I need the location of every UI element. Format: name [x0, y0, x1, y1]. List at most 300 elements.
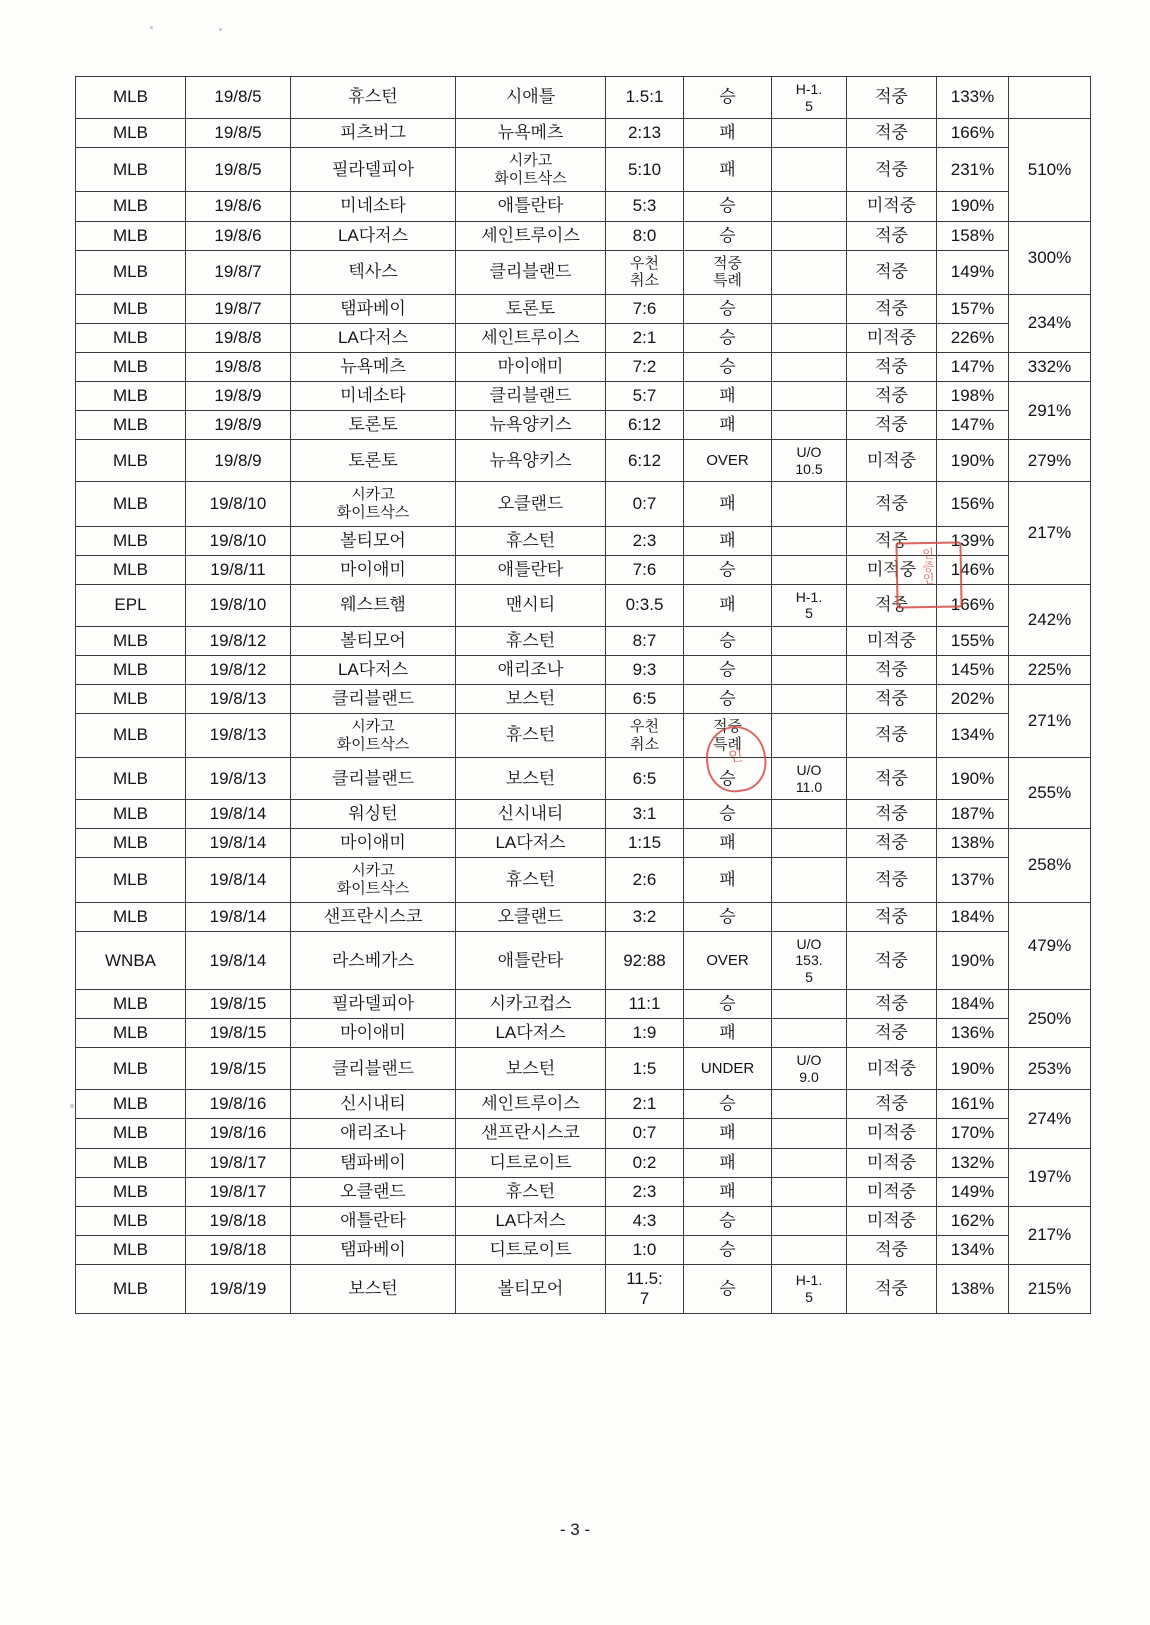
cell-date: 19/8/14: [186, 902, 291, 931]
cell-away-team: 볼티모어: [456, 1264, 606, 1313]
table-row: [76, 77, 1091, 119]
cell-total-rate: [1009, 77, 1091, 119]
cell-date: 19/8/11: [186, 555, 291, 584]
cell-away-team: 세인트루이스: [456, 1090, 606, 1119]
cell-hit-status: 적중: [847, 250, 937, 294]
cell-hit-status: 적중: [847, 858, 937, 902]
cell-away-team: LA다저스: [456, 1019, 606, 1048]
cell-handicap: [772, 526, 847, 555]
cell-date: 19/8/9: [186, 440, 291, 482]
cell-score: 11.5: 7: [606, 1264, 684, 1313]
cell-handicap: [772, 411, 847, 440]
cell-rate: 138%: [937, 1264, 1009, 1313]
cell-rate: 231%: [937, 148, 1009, 192]
cell-rate: 134%: [937, 713, 1009, 757]
cell-hit-status: 적중: [847, 353, 937, 382]
cell-result: 승: [684, 1206, 772, 1235]
cell-hit-status: 적중: [847, 1019, 937, 1048]
cell-rate: 139%: [937, 526, 1009, 555]
cell-date: 19/8/10: [186, 526, 291, 555]
cell-score: 2:13: [606, 119, 684, 148]
cell-handicap: H-1. 5: [772, 77, 847, 119]
cell-away-team: LA다저스: [456, 1206, 606, 1235]
cell-away-team: 오클랜드: [456, 482, 606, 526]
cell-hit-status: 적중: [847, 1235, 937, 1264]
cell-score: 9:3: [606, 655, 684, 684]
scan-speck: [219, 28, 222, 31]
cell-rate: 226%: [937, 323, 1009, 352]
table-row: [76, 323, 1091, 352]
table-row: [76, 1019, 1091, 1048]
cell-total-rate: 479%: [1009, 902, 1091, 990]
cell-result: 패: [684, 829, 772, 858]
cell-hit-status: 미적중: [847, 1206, 937, 1235]
cell-result: 패: [684, 526, 772, 555]
cell-rate: 147%: [937, 411, 1009, 440]
cell-date: 19/8/18: [186, 1206, 291, 1235]
cell-home-team: 마이애미: [291, 1019, 456, 1048]
scan-speck: [150, 26, 153, 29]
table-row: [76, 119, 1091, 148]
cell-total-rate: 255%: [1009, 758, 1091, 829]
cell-league: EPL: [76, 584, 186, 626]
cell-handicap: [772, 713, 847, 757]
cell-result: 승: [684, 758, 772, 800]
cell-home-team: 볼티모어: [291, 626, 456, 655]
cell-hit-status: 적중: [847, 902, 937, 931]
cell-home-team: 탬파베이: [291, 1235, 456, 1264]
cell-result: UNDER: [684, 1048, 772, 1090]
table-row: [76, 1206, 1091, 1235]
cell-result: 승: [684, 800, 772, 829]
table-row: [76, 192, 1091, 221]
cell-total-rate: 234%: [1009, 294, 1091, 352]
cell-hit-status: 적중: [847, 411, 937, 440]
cell-home-team: 뉴욕메츠: [291, 353, 456, 382]
cell-away-team: 클리블랜드: [456, 382, 606, 411]
cell-away-team: 애리조나: [456, 655, 606, 684]
cell-rate: 132%: [937, 1148, 1009, 1177]
cell-hit-status: 적중: [847, 1090, 937, 1119]
cell-away-team: 보스턴: [456, 684, 606, 713]
cell-hit-status: 미적중: [847, 626, 937, 655]
cell-hit-status: 적중: [847, 655, 937, 684]
cell-handicap: [772, 858, 847, 902]
cell-score: 7:6: [606, 294, 684, 323]
cell-date: 19/8/14: [186, 931, 291, 990]
cell-score: 0:2: [606, 1148, 684, 1177]
table-row: [76, 1119, 1091, 1148]
cell-away-team: 애틀란타: [456, 931, 606, 990]
cell-handicap: [772, 555, 847, 584]
cell-home-team: 필라델피아: [291, 148, 456, 192]
cell-result: 패: [684, 148, 772, 192]
cell-league: MLB: [76, 119, 186, 148]
table-row: [76, 221, 1091, 250]
cell-home-team: LA다저스: [291, 221, 456, 250]
cell-result: OVER: [684, 931, 772, 990]
cell-handicap: [772, 829, 847, 858]
cell-hit-status: 적중: [847, 931, 937, 990]
cell-total-rate: 510%: [1009, 119, 1091, 221]
cell-score: 5:7: [606, 382, 684, 411]
cell-away-team: 보스턴: [456, 1048, 606, 1090]
cell-handicap: [772, 382, 847, 411]
cell-hit-status: 미적중: [847, 440, 937, 482]
table-row: [76, 655, 1091, 684]
table-row: [76, 440, 1091, 482]
cell-away-team: 휴스턴: [456, 526, 606, 555]
table-row: [76, 1177, 1091, 1206]
cell-score: 우천 취소: [606, 250, 684, 294]
cell-rate: 198%: [937, 382, 1009, 411]
cell-score: 0:7: [606, 482, 684, 526]
cell-rate: 184%: [937, 902, 1009, 931]
cell-date: 19/8/15: [186, 990, 291, 1019]
cell-handicap: [772, 294, 847, 323]
cell-rate: 190%: [937, 192, 1009, 221]
cell-home-team: 필라델피아: [291, 990, 456, 1019]
cell-away-team: 애틀란타: [456, 555, 606, 584]
cell-league: MLB: [76, 323, 186, 352]
cell-league: MLB: [76, 1177, 186, 1206]
cell-rate: 170%: [937, 1119, 1009, 1148]
table-row: [76, 990, 1091, 1019]
cell-result: 패: [684, 1019, 772, 1048]
cell-score: 6:5: [606, 758, 684, 800]
table-row: [76, 382, 1091, 411]
cell-score: 1.5:1: [606, 77, 684, 119]
cell-date: 19/8/17: [186, 1177, 291, 1206]
cell-hit-status: 적중: [847, 526, 937, 555]
cell-rate: 155%: [937, 626, 1009, 655]
table-row: [76, 684, 1091, 713]
cell-date: 19/8/16: [186, 1090, 291, 1119]
cell-home-team: 미네소타: [291, 382, 456, 411]
cell-total-rate: 217%: [1009, 482, 1091, 584]
cell-home-team: 미네소타: [291, 192, 456, 221]
cell-home-team: 신시내티: [291, 1090, 456, 1119]
table-row: [76, 1264, 1091, 1313]
cell-result: 승: [684, 626, 772, 655]
cell-away-team: 시애틀: [456, 77, 606, 119]
cell-home-team: 라스베가스: [291, 931, 456, 990]
cell-handicap: [772, 1177, 847, 1206]
cell-result: 승: [684, 902, 772, 931]
cell-handicap: [772, 1019, 847, 1048]
cell-date: 19/8/13: [186, 684, 291, 713]
cell-away-team: 휴스턴: [456, 713, 606, 757]
cell-rate: 162%: [937, 1206, 1009, 1235]
cell-home-team: 애틀란타: [291, 1206, 456, 1235]
cell-result: 적중 특례: [684, 250, 772, 294]
cell-date: 19/8/5: [186, 77, 291, 119]
cell-date: 19/8/5: [186, 148, 291, 192]
cell-result: 패: [684, 382, 772, 411]
cell-total-rate: 271%: [1009, 684, 1091, 757]
cell-rate: 190%: [937, 1048, 1009, 1090]
cell-total-rate: 279%: [1009, 440, 1091, 482]
table-row: [76, 148, 1091, 192]
cell-home-team: 마이애미: [291, 555, 456, 584]
cell-home-team: 마이애미: [291, 829, 456, 858]
cell-total-rate: 332%: [1009, 353, 1091, 382]
cell-result: 패: [684, 584, 772, 626]
cell-home-team: LA다저스: [291, 323, 456, 352]
table-row: [76, 1048, 1091, 1090]
cell-score: 2:1: [606, 1090, 684, 1119]
cell-rate: 136%: [937, 1019, 1009, 1048]
cell-handicap: U/O 10.5: [772, 440, 847, 482]
cell-home-team: 보스턴: [291, 1264, 456, 1313]
cell-away-team: 클리블랜드: [456, 250, 606, 294]
cell-league: MLB: [76, 858, 186, 902]
cell-home-team: 클리블랜드: [291, 1048, 456, 1090]
cell-date: 19/8/13: [186, 758, 291, 800]
cell-away-team: 신시내티: [456, 800, 606, 829]
cell-league: MLB: [76, 902, 186, 931]
cell-away-team: 토론토: [456, 294, 606, 323]
cell-score: 7:6: [606, 555, 684, 584]
cell-date: 19/8/12: [186, 626, 291, 655]
cell-result: 패: [684, 1177, 772, 1206]
cell-date: 19/8/6: [186, 192, 291, 221]
cell-result: 승: [684, 555, 772, 584]
cell-rate: 166%: [937, 584, 1009, 626]
cell-result: OVER: [684, 440, 772, 482]
cell-handicap: [772, 902, 847, 931]
cell-date: 19/8/7: [186, 294, 291, 323]
table-row: [76, 800, 1091, 829]
cell-away-team: 휴스턴: [456, 1177, 606, 1206]
cell-league: MLB: [76, 684, 186, 713]
cell-away-team: 세인트루이스: [456, 221, 606, 250]
cell-hit-status: 적중: [847, 77, 937, 119]
cell-date: 19/8/10: [186, 482, 291, 526]
table-row: [76, 902, 1091, 931]
cell-date: 19/8/19: [186, 1264, 291, 1313]
cell-date: 19/8/12: [186, 655, 291, 684]
cell-rate: 190%: [937, 758, 1009, 800]
cell-home-team: 토론토: [291, 411, 456, 440]
cell-league: MLB: [76, 482, 186, 526]
cell-result: 패: [684, 1119, 772, 1148]
table-row: [76, 758, 1091, 800]
cell-league: MLB: [76, 411, 186, 440]
cell-total-rate: 242%: [1009, 584, 1091, 655]
cell-rate: 156%: [937, 482, 1009, 526]
cell-hit-status: 미적중: [847, 1048, 937, 1090]
cell-away-team: LA다저스: [456, 829, 606, 858]
cell-score: 2:3: [606, 1177, 684, 1206]
cell-home-team: 웨스트햄: [291, 584, 456, 626]
cell-league: MLB: [76, 655, 186, 684]
cell-result: 승: [684, 192, 772, 221]
cell-rate: 190%: [937, 931, 1009, 990]
cell-home-team: 애리조나: [291, 1119, 456, 1148]
cell-away-team: 휴스턴: [456, 858, 606, 902]
cell-handicap: [772, 684, 847, 713]
cell-league: MLB: [76, 1235, 186, 1264]
cell-score: 11:1: [606, 990, 684, 1019]
cell-league: MLB: [76, 526, 186, 555]
cell-league: MLB: [76, 800, 186, 829]
cell-score: 7:2: [606, 353, 684, 382]
cell-total-rate: 215%: [1009, 1264, 1091, 1313]
cell-date: 19/8/10: [186, 584, 291, 626]
square-seal-stamp: 인 증 인: [895, 541, 962, 608]
cell-handicap: [772, 1206, 847, 1235]
cell-hit-status: 적중: [847, 1264, 937, 1313]
cell-rate: 134%: [937, 1235, 1009, 1264]
table-row: [76, 1148, 1091, 1177]
cell-total-rate: 258%: [1009, 829, 1091, 902]
cell-away-team: 애틀란타: [456, 192, 606, 221]
cell-handicap: [772, 250, 847, 294]
cell-away-team: 세인트루이스: [456, 323, 606, 352]
cell-result: 승: [684, 990, 772, 1019]
cell-home-team: 탬파베이: [291, 294, 456, 323]
page-number: - 3 -: [559, 1520, 591, 1539]
cell-result: 적중 특례: [684, 713, 772, 757]
cell-league: MLB: [76, 990, 186, 1019]
table-row: [76, 1090, 1091, 1119]
cell-handicap: [772, 221, 847, 250]
cell-handicap: [772, 626, 847, 655]
table-row: [76, 1235, 1091, 1264]
cell-handicap: U/O 11.0: [772, 758, 847, 800]
cell-home-team: 워싱턴: [291, 800, 456, 829]
cell-rate: 166%: [937, 119, 1009, 148]
cell-score: 8:0: [606, 221, 684, 250]
cell-home-team: 샌프란시스코: [291, 902, 456, 931]
cell-league: MLB: [76, 440, 186, 482]
table-row: [76, 411, 1091, 440]
cell-result: 패: [684, 482, 772, 526]
cell-rate: 147%: [937, 353, 1009, 382]
cell-hit-status: 적중: [847, 382, 937, 411]
cell-rate: 202%: [937, 684, 1009, 713]
cell-score: 2:6: [606, 858, 684, 902]
table-row: [76, 294, 1091, 323]
cell-total-rate: 217%: [1009, 1206, 1091, 1264]
cell-rate: 161%: [937, 1090, 1009, 1119]
cell-result: 승: [684, 323, 772, 352]
cell-away-team: 마이애미: [456, 353, 606, 382]
cell-hit-status: 적중: [847, 684, 937, 713]
cell-result: 승: [684, 77, 772, 119]
cell-rate: 149%: [937, 1177, 1009, 1206]
cell-score: 1:9: [606, 1019, 684, 1048]
cell-league: MLB: [76, 1090, 186, 1119]
cell-date: 19/8/6: [186, 221, 291, 250]
cell-date: 19/8/16: [186, 1119, 291, 1148]
cell-date: 19/8/9: [186, 382, 291, 411]
cell-score: 0:7: [606, 1119, 684, 1148]
cell-rate: 187%: [937, 800, 1009, 829]
cell-date: 19/8/14: [186, 858, 291, 902]
cell-handicap: [772, 353, 847, 382]
cell-league: MLB: [76, 294, 186, 323]
cell-league: WNBA: [76, 931, 186, 990]
cell-league: MLB: [76, 626, 186, 655]
cell-hit-status: 적중: [847, 584, 937, 626]
cell-result: 패: [684, 858, 772, 902]
cell-date: 19/8/9: [186, 411, 291, 440]
cell-league: MLB: [76, 250, 186, 294]
cell-hit-status: 미적중: [847, 555, 937, 584]
cell-hit-status: 적중: [847, 119, 937, 148]
cell-score: 2:3: [606, 526, 684, 555]
table-row: [76, 713, 1091, 757]
cell-rate: 133%: [937, 77, 1009, 119]
cell-result: 승: [684, 655, 772, 684]
cell-handicap: [772, 192, 847, 221]
cell-hit-status: 적중: [847, 148, 937, 192]
cell-home-team: 탬파베이: [291, 1148, 456, 1177]
cell-home-team: 클리블랜드: [291, 684, 456, 713]
cell-score: 5:10: [606, 148, 684, 192]
cell-score: 6:5: [606, 684, 684, 713]
cell-hit-status: 미적중: [847, 1177, 937, 1206]
cell-hit-status: 적중: [847, 800, 937, 829]
cell-score: 8:7: [606, 626, 684, 655]
cell-score: 0:3.5: [606, 584, 684, 626]
table-row: [76, 931, 1091, 990]
cell-hit-status: 적중: [847, 758, 937, 800]
cell-result: 승: [684, 1235, 772, 1264]
cell-hit-status: 적중: [847, 829, 937, 858]
cell-away-team: 시카고 화이트삭스: [456, 148, 606, 192]
cell-score: 4:3: [606, 1206, 684, 1235]
cell-rate: 158%: [937, 221, 1009, 250]
cell-away-team: 샌프란시스코: [456, 1119, 606, 1148]
cell-league: MLB: [76, 382, 186, 411]
cell-away-team: 뉴욕양키스: [456, 411, 606, 440]
cell-date: 19/8/14: [186, 829, 291, 858]
cell-handicap: [772, 1119, 847, 1148]
cell-league: MLB: [76, 1206, 186, 1235]
scan-speck: [70, 1104, 74, 1108]
cell-home-team: 시카고 화이트삭스: [291, 482, 456, 526]
cell-league: MLB: [76, 1264, 186, 1313]
cell-date: 19/8/15: [186, 1048, 291, 1090]
cell-rate: 157%: [937, 294, 1009, 323]
cell-handicap: U/O 153. 5: [772, 931, 847, 990]
cell-score: 5:3: [606, 192, 684, 221]
cell-away-team: 시카고컵스: [456, 990, 606, 1019]
cell-handicap: U/O 9.0: [772, 1048, 847, 1090]
cell-total-rate: 197%: [1009, 1148, 1091, 1206]
cell-home-team: 피츠버그: [291, 119, 456, 148]
cell-rate: 184%: [937, 990, 1009, 1019]
table-row: [76, 250, 1091, 294]
cell-rate: 190%: [937, 440, 1009, 482]
cell-total-rate: 274%: [1009, 1090, 1091, 1148]
cell-league: MLB: [76, 1148, 186, 1177]
cell-date: 19/8/13: [186, 713, 291, 757]
cell-away-team: 뉴욕메츠: [456, 119, 606, 148]
cell-score: 3:1: [606, 800, 684, 829]
cell-score: 3:2: [606, 902, 684, 931]
cell-home-team: 시카고 화이트삭스: [291, 858, 456, 902]
cell-hit-status: 미적중: [847, 192, 937, 221]
cell-date: 19/8/18: [186, 1235, 291, 1264]
cell-date: 19/8/7: [186, 250, 291, 294]
cell-hit-status: 적중: [847, 294, 937, 323]
cell-league: MLB: [76, 713, 186, 757]
cell-away-team: 디트로이트: [456, 1148, 606, 1177]
